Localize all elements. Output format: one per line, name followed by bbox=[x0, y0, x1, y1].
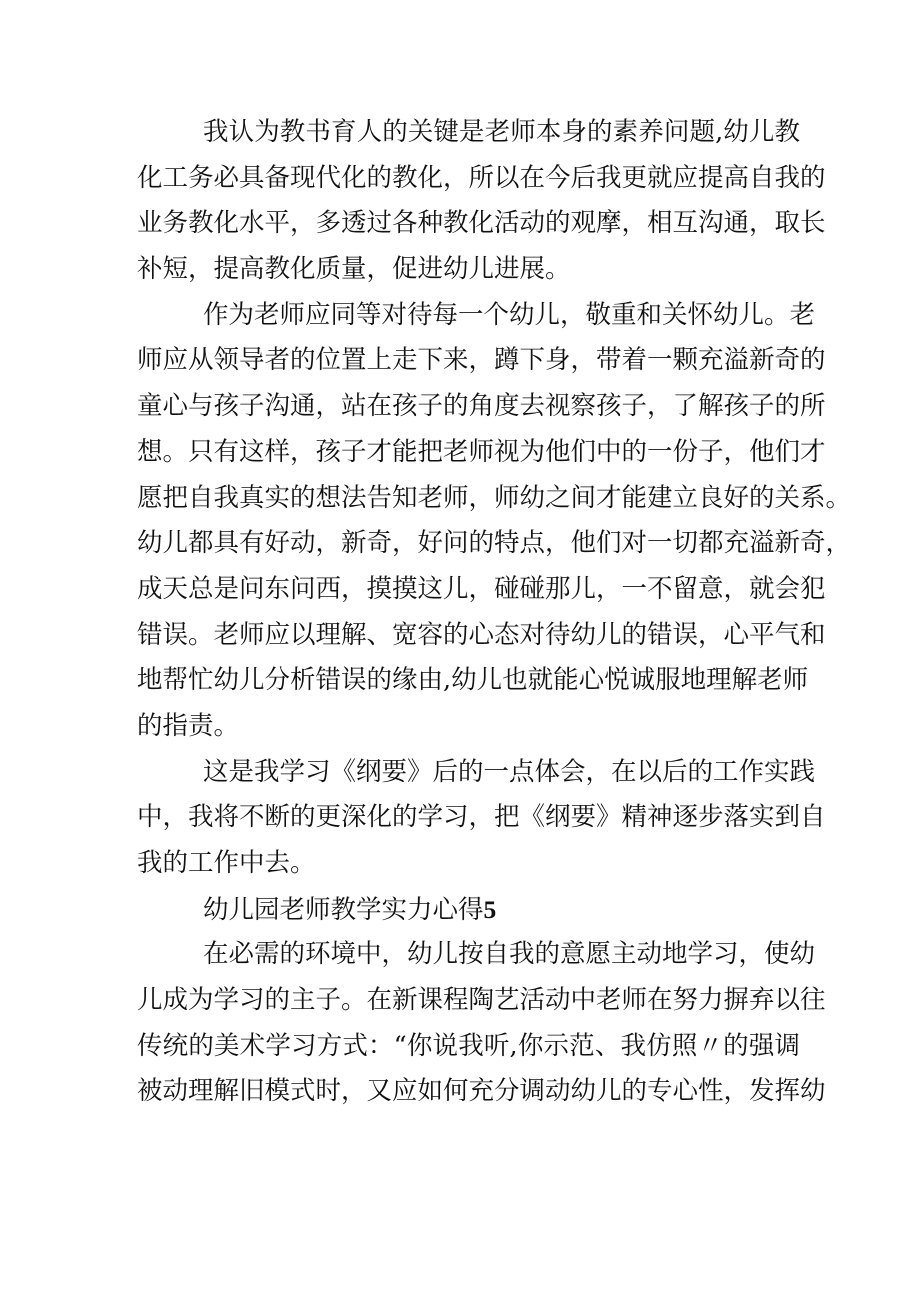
section-heading-text: 幼儿园老师教学实力心得 bbox=[203, 894, 484, 925]
paragraph-line: 错误。老师应以理解、宽容的心态对待幼儿的错误，心平气和 bbox=[137, 619, 826, 650]
paragraph-line: 童心与孩子沟通，站在孩子的角度去视察孩子，了解孩子的所 bbox=[137, 391, 826, 422]
paragraph-line: 我认为教书育人的关键是老师本身的素养问题,幼儿教 bbox=[203, 117, 800, 147]
paragraph-line: 儿成为学习的主子。在新课程陶艺活动中老师在努力摒弃以往 bbox=[137, 985, 826, 1016]
paragraph-line: 的指责。 bbox=[137, 710, 240, 741]
paragraph-line: 补短，提高教化质量，促进幼儿进展。 bbox=[137, 254, 571, 285]
paragraph-line: 愿把自我真实的想法告知老师，师幼之间才能建立良好的关系。 bbox=[137, 482, 852, 513]
paragraph-line: 被动理解旧模式时，又应如何充分调动幼儿的专心性，发挥幼 bbox=[137, 1076, 826, 1107]
paragraph-line: 作为老师应同等对待每一个幼儿，敬重和关怀幼儿。老 bbox=[203, 299, 816, 330]
paragraph-line: 幼儿都具有好动，新奇，好问的特点，他们对一切都充溢新奇， bbox=[137, 528, 852, 559]
paragraph-line: 中，我将不断的更深化的学习，把《纲要》精神逐步落实到自 bbox=[137, 802, 826, 833]
section-heading bbox=[137, 887, 800, 933]
paragraph-line: 师应从领导者的位置上走下来，蹲下身，带着一颗充溢新奇的 bbox=[137, 345, 826, 376]
paragraph-line: 想。只有这样，孩子才能把老师视为他们中的一份子，他们才 bbox=[137, 436, 826, 467]
paragraph-line: 我的工作中去。 bbox=[137, 848, 316, 878]
paragraph-line: 这是我学习《纲要》后的一点体会，在以后的工作实践 bbox=[203, 756, 816, 787]
paragraph-line: 业务教化水平，多透过各种教化活动的观摩，相互沟通，取长 bbox=[137, 208, 826, 239]
paragraph-line: 地帮忙幼儿分析错误的缘由,幼儿也就能心悦诚服地理解老师 bbox=[137, 665, 809, 696]
paragraph-line: 传统的美术学习方式：“你说我听,你示范、我仿照〃的强调 bbox=[137, 1030, 800, 1061]
section-heading-number: 5 bbox=[483, 894, 497, 924]
paragraph-line: 化工务必具备现代化的教化，所以在今后我更就应提高自我的 bbox=[137, 162, 826, 193]
document-body bbox=[137, 110, 852, 1115]
paragraph-line: 在必需的环境中，幼儿按自我的意愿主动地学习，使幼 bbox=[203, 939, 816, 970]
paragraph-line: 成天总是问东问西，摸摸这儿，碰碰那儿，一不留意，就会犯 bbox=[137, 573, 826, 604]
